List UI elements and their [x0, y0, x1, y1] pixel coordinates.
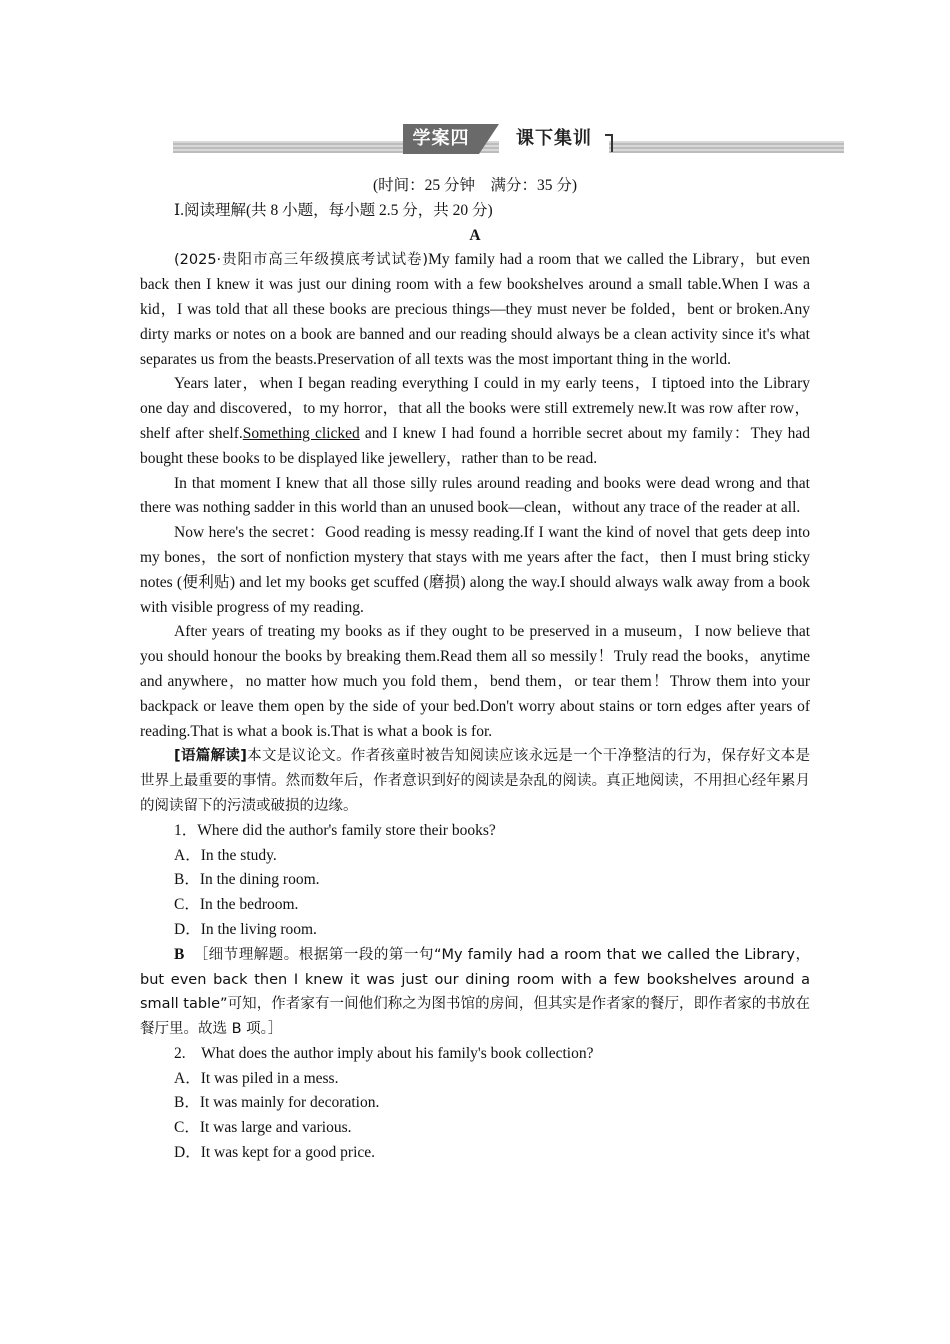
time-score-info: (时间：25 分钟 满分：35 分)	[372, 177, 578, 194]
question-1-explanation-text: ［细节理解题。根据第一段的第一句“My family had a room that we called the Library，but even back then I knew it was just our dining room with a few bookshelves around a small table”可知，作者家有一间他们称之为图书馆的房间，但其实是作者家的餐厅，即作者家的书放在餐厅里。故选 B 项。］	[140, 946, 810, 1038]
passage-paragraph-1	[140, 248, 810, 372]
passage-analysis	[140, 744, 810, 818]
section-title: Ⅰ.阅读理解(共 8 小题，每小题 2.5 分，共 20 分)	[174, 201, 493, 219]
banner-triangle	[479, 124, 499, 154]
question-2-stem: 2. What does the author imply about his family's book collection?	[174, 1044, 594, 1062]
question-2-option-b: B．It was mainly for decoration.	[174, 1094, 380, 1112]
question-1-answer: B	[174, 945, 185, 963]
document-body	[140, 174, 810, 1166]
passage-label: A	[469, 226, 481, 244]
paragraph-2-text-a: Years later，when I began reading everything I could in my early teens，I tiptoed into the Library one day and discovered，to my horror，that all the books were still extremely new.It was row after row，shelf after shelf.	[140, 375, 810, 442]
passage-paragraph-3: In that moment I knew that all those silly rules around reading and books were dead wrong and that there was nothing sadder in this world than an unused book—clean，without any trace of the reader at all.	[140, 474, 810, 517]
banner-tab-lesson: 学案四	[403, 124, 479, 154]
paragraph-2-text-b: and I knew I had found a horrible secret about my family：They had bought these books to be displayed like jewellery，rather than to be read.	[140, 424, 810, 467]
passage-paragraph-4: Now here's the secret：Good reading is messy reading.If I want the kind of novel that gets deep into my bones，the sort of nonfiction mystery that stays with me years after the fact，then I must bring sticky notes (便利贴) and let my books get scuffed (磨损) along the way.I should always walk away from a book with visible progress of my reading.	[140, 524, 810, 616]
question-2-option-c: C．It was large and various.	[174, 1119, 352, 1137]
question-2-option-d: D．It was kept for a good price.	[174, 1144, 376, 1162]
question-1-option-d: D．In the living room.	[174, 920, 317, 938]
banner-tab-title: 课下集训	[499, 124, 609, 154]
section-banner	[173, 122, 844, 156]
question-1-option-a: A．In the study.	[174, 846, 277, 864]
passage-paragraph-5: After years of treating my books as if they ought to be preserved in a museum，I now believe that you should honour the books by breaking them.Read them all so messily！Truly read the books，anytime and anywhere，no matter how much you fold them，bend them，or tear them！Throw them into your backpack or leave them open by the side of your bed.Don't worry about stains or torn edges after years of reading.That is what a book is.That is what a book is for.	[140, 623, 810, 740]
question-1-stem: 1．Where did the author's family store their books?	[174, 821, 496, 839]
question-1-explanation	[140, 943, 810, 1042]
passage-paragraph-2	[140, 372, 810, 471]
underlined-phrase: Something clicked	[242, 424, 360, 442]
passage-source: (2025·贵阳市高三年级摸底考试试卷)	[174, 252, 429, 269]
paragraph-1-text: My family had a room that we called the Library，but even back then I knew it was just our dining room with a few bookshelves around a small table.When I was a kid，I was told that all these books are precious things—they must never be folded，bent or broken.Any dirty marks or notes on a book are banned and our reading should always be a clean activity since it's what separates us from the beasts.Preservation of all texts was the most important thing in the world.	[140, 251, 810, 368]
question-2-option-a: A．It was piled in a mess.	[174, 1069, 339, 1087]
banner-hook-icon	[605, 134, 613, 152]
question-1-option-b: B．In the dining room.	[174, 871, 320, 889]
analysis-label: [语篇解读]	[174, 748, 247, 765]
analysis-text: 本文是议论文。作者孩童时被告知阅读应该永远是一个干净整洁的行为，保存好文本是世界上最重要的事情。然而数年后，作者意识到好的阅读是杂乱的阅读。真正地阅读，不用担心经年累月的阅读留下的污渍或破损的边缘。	[140, 748, 810, 814]
question-1-option-c: C．In the bedroom.	[174, 896, 299, 914]
